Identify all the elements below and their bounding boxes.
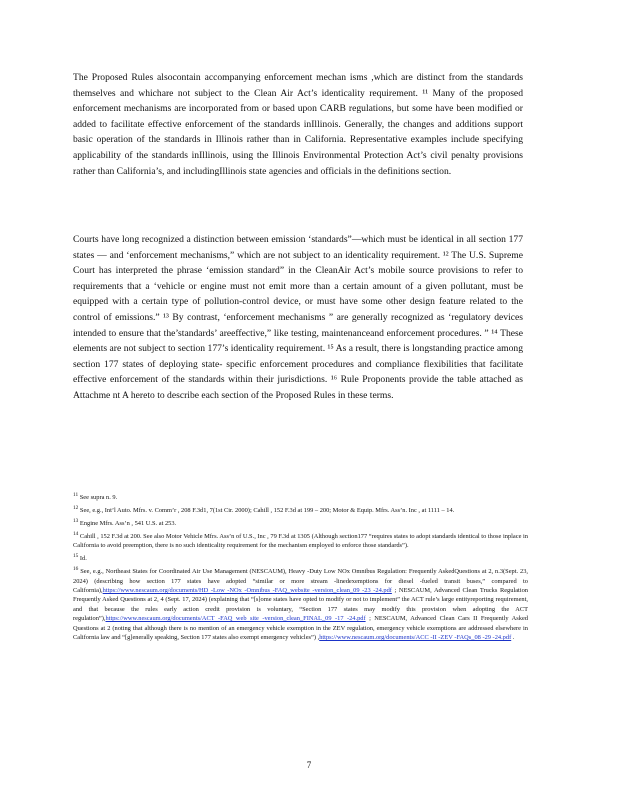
- footnote-13: [73, 517, 528, 529]
- footnote-number: 13: [73, 517, 79, 524]
- footnote-text: See supra n. 9.: [78, 494, 118, 502]
- footnote-number: 16: [73, 566, 79, 573]
- footnotes: [73, 491, 528, 644]
- footnote-12: [73, 504, 528, 516]
- footnote-text: .: [511, 633, 515, 641]
- footnote-number: 12: [73, 504, 79, 511]
- page-number: 7: [306, 760, 312, 770]
- footnote-11: [73, 491, 528, 503]
- footnote-text: Id.: [78, 555, 87, 563]
- footnote-number: 14: [73, 530, 79, 537]
- footnote-text: Cahill , 152 F.3d at 200. See also Motor Vehicle Mfrs. Ass’n of U.S., Inc , 79 F.3d at 1305 (Although section177 “requires states to adopt standards identical to those inplace in California to avoid preemption, there is no such identicality requirement for the mechanism employed to enforce those standards”).: [73, 532, 528, 550]
- footnote-14: [73, 530, 528, 551]
- body-paragraph-1: The Proposed Rules alsocontain accompanying enforcement mechan isms ,which are distinct from the standards themselves and whichare not subject to the Clean Air Act’s identicality requirement. ¹¹ Many of the proposed enforcement mechanisms are incorporated from or based upon CARB regulations, but some have been modified or added to facilitate effective enforcement of the standards inIllinois. Generally, the changes and additions support basic operation of the standards in Illinois rather than in California. Representative examples include specifying applicability of the standards inIllinois, using the Illinois Environmental Protection Act’s civil penalty provisions rather than California’s, and includingIllinois state agencies and officials in the definitions section.: [73, 72, 523, 177]
- footnote-number: 11: [73, 492, 79, 498]
- footnote-16: [73, 565, 528, 642]
- nescaum-acc-ii-faq-link[interactable]: https://www.nescaum.org/documents/ACC -II -ZEV -FAQs_08 -29 -24.pdf: [319, 633, 512, 641]
- footnote-15: [73, 552, 528, 564]
- footnote-number: 15: [73, 553, 79, 560]
- footnote-text: See, e.g., Northeast States for Coordinated Air Use Management (NESCAUM), Heavy -Duty Low NOx Omnibus Regulation: Frequently AskedQuestions at 2, n.3(Sept. 23, 2024) (describing how section 177 states have adopted “similar or more stream -linedexemptions for diesel -fueled transit buses,” compared to California),: [73, 568, 528, 594]
- footnote-text: Engine Mfrs. Ass’n , 541 U.S. at 253.: [78, 519, 177, 527]
- nescaum-hd-low-nox-faq-link[interactable]: https://www.nescaum.org/documents/HD -Low -NOx -Omnibus -FAQ_website -version_clean_09 -23 -24.pdf: [102, 586, 392, 594]
- footnote-text: ; NESCAUM, Advanced Clean Cars II Frequently Asked Questions at 2 (noting that although there is no mention of an emergency vehicle exemption in the ZEV regulation, emergency vehicle exemptions are addressed elsewhere in California law and “[g]enerally speaking, Section 177 states also exempt emergency vehicles”) ,: [73, 615, 528, 641]
- nescaum-act-faq-link[interactable]: https://www.nescaum.org/documents/ACT -FAQ web site -version_clean_FINAL_09 -17 -24.pdf: [105, 615, 366, 623]
- body-paragraph-2: Courts have long recognized a distinction between emission ‘standards”—which must be identical in all section 177 states — and ‘enforcement mechanisms,” which are not subject to an identicality requirement. ¹² The U.S. Supreme Court has interpreted the phrase ‘emission standard” in the CleanAir Act’s mobile source provisions to refer to requirements that a ‘vehicle or engine must not emit more than a certain amount of a given pollutant, must be equipped with a certain type of pollution-control device, or must have some other design feature related to the control of emissions.” ¹³ By contrast, ‘enforcement mechanisms ” are generally recognized as ‘regulatory devices intended to ensure that the’standards’ areeffective,” like testing, maintenanceand enforcement procedures. ” ¹⁴ These elements are not subject to section 177’s identicality requirement. ¹⁵ As a result, there is longstanding practice among section 177 states of deploying state- specific enforcement procedures and compliance flexibilities that facilitate effective enforcement of the standards within their jurisdictions. ¹⁶ Rule Proponents provide the table attached as Attachme nt A hereto to describe each section of the Proposed Rules in these terms.: [73, 234, 523, 401]
- footnote-text: ; NESCAUM, Advanced Clean Trucks Regulation Frequently Asked Questions at 2, 4 (Sept. 17, 2024) (explaining that “[s]ome states have opted to modify or not to implement” the ACT rule’s large entityreporting requirement, and that because the rules early action credit provision is voluntary, “Section 177 states may modify this provision when adopting the ACT regulation”),: [73, 586, 528, 623]
- footnote-text: See, e.g., Int’l Auto. Mfrs. v. Comm’r , 208 F.3d1, 7(1st Cir. 2000); Cahill , 152 F.3d at 199 – 200; Motor & Equip. Mfrs. Ass’n. Inc , at 1111 – 14.: [78, 507, 455, 515]
